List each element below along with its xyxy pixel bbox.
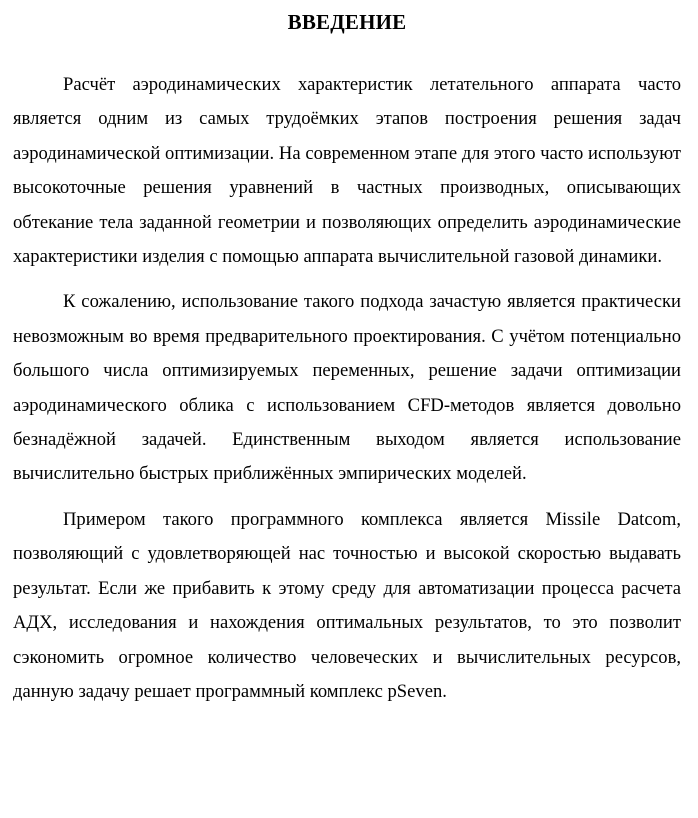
section-title: ВВЕДЕНИЕ xyxy=(287,10,407,34)
document-page xyxy=(13,0,681,709)
paragraph-3: Примером такого программного комплекса является Missile Datcom, позволяющий с удовлетворяющей нас точностью и высокой скоростью выдавать результат. Если же прибавить к этому среду для автоматизации процесса расчета АДХ, исследования и нахождения оптимальных результатов, то это позволит сэкономить огромное количество человеческих и вычислительных ресурсов, данную задачу решает программный комплекс pSeven. xyxy=(13,508,681,702)
paragraph-2: К сожалению, использование такого подхода зачастую является практически невозможным во время предварительного проектирования. С учётом потенциально большого числа оптимизируемых переменных, решение задачи оптимизации аэродинамического облика с использованием CFD-методов является довольно безнадёжной задачей. Единственным выходом является использование вычислительно быстрых приближённых эмпирических моделей. xyxy=(13,291,681,485)
paragraph-1: Расчёт аэродинамических характеристик летательного аппарата часто является одним из самых трудоёмких этапов построения решения задач аэродинамической оптимизации. На современном этапе для этого часто используют высокоточные решения уравнений в частных производных, описывающих обтекание тела заданной геометрии и позволяющих определить аэродинамические характеристики изделия с помощью аппарата вычислительной газовой динамики. xyxy=(13,74,681,268)
